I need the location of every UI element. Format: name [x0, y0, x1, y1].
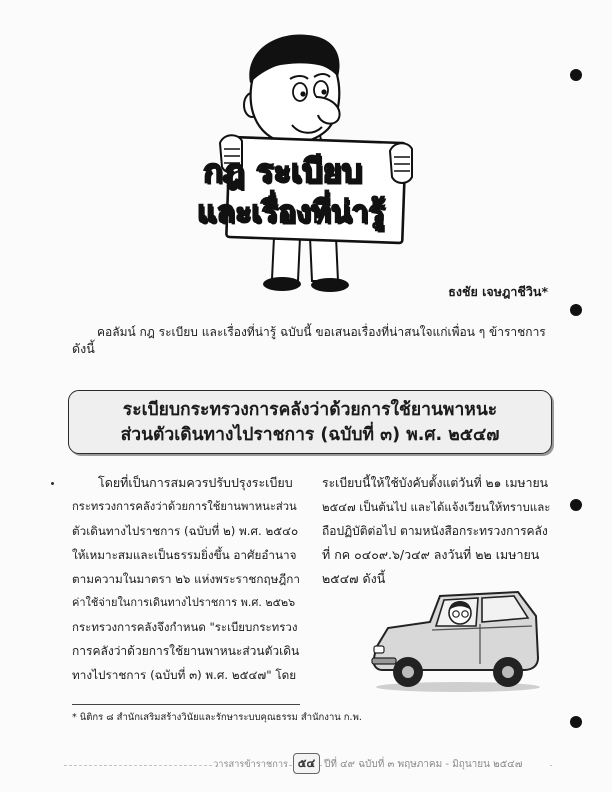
cartoon-left-shoe	[263, 277, 301, 291]
binding-hole	[570, 499, 582, 511]
cartoon-right-shoe	[311, 278, 349, 292]
scan-speck	[51, 482, 54, 485]
left-column	[72, 471, 300, 687]
left-column-line: กระทรวงการคลังว่าด้วยการใช้ยานพาหนะส่วน	[72, 500, 297, 513]
cartoon-right-pupil	[321, 89, 326, 94]
binding-hole	[570, 304, 582, 316]
car-driver-illustration	[368, 586, 544, 696]
cartoon-left-eye	[293, 83, 307, 101]
right-column-line: ระเบียบนี้ให้ใช้บังคับตั้งแต่วันที่ ๒๑ เมษายน	[322, 476, 549, 490]
left-column-line: กระทรวงการคลังจึงกำหนด "ระเบียบกระทรวง	[72, 620, 298, 634]
car-rear-hubcap	[502, 666, 514, 678]
cartoon-left-leg	[272, 237, 300, 281]
left-column-line: ทางไปราชการ (ฉบับที่ ๓) พ.ศ. ๒๕๔๗" โดย	[72, 668, 297, 682]
left-column-line: การคลังว่าด้วยการใช้ยานพาหนะส่วนตัวเดิน	[72, 644, 300, 658]
binding-hole	[570, 716, 582, 728]
intro-line: ดังนี้	[72, 341, 95, 356]
column-title-line1: กฎ ระเบียบ	[203, 152, 363, 190]
right-column	[322, 471, 552, 591]
footnote-divider	[72, 704, 300, 705]
car-front-hubcap	[402, 666, 414, 678]
article-heading-line1: ระเบียบกระทรวงการคลังว่าด้วยการใช้ยานพาหนะ	[122, 400, 498, 420]
author-name: ธงชัย เจษฎาชีวิน*	[448, 284, 548, 299]
right-column-line: ๒๕๔๗ ดังนี้	[322, 571, 386, 586]
article-heading-line2: ส่วนตัวเดินทางไปราชการ (ฉบับที่ ๓) พ.ศ. ๒๕๔๗	[120, 425, 500, 445]
footer-issue-info: ปีที่ ๔๙ ฉบับที่ ๓ พฤษภาคม - มิถุนายน ๒๕๔๗	[324, 757, 550, 773]
page-number: ๕๔	[293, 753, 320, 774]
left-column-line: โดยที่เป็นการสมควรปรับปรุงระเบียบ	[98, 475, 293, 490]
article-heading-box	[68, 390, 552, 454]
column-title-line2: และเรื่องที่น่ารู้	[197, 195, 385, 230]
right-column-line: ๒๕๔๗ เป็นต้นไป และได้แจ้งเวียนให้ทราบและ	[322, 500, 551, 514]
cartoon-right-hand	[390, 143, 412, 183]
footer-journal-name: วารสารข้าราชการ	[212, 757, 288, 773]
intro-line: คอลัมน์ กฎ ระเบียบ และเรื่องที่น่ารู้ ฉบับนี้ ขอเสนอเรื่องที่น่าสนใจแก่เพื่อน ๆ ข้าราชการ	[97, 325, 546, 339]
binding-hole	[570, 69, 582, 81]
cartoon-right-leg	[310, 237, 338, 281]
left-column-line: ค่าใช้จ่ายในการเดินทางไปราชการ พ.ศ. ๒๕๒๖	[72, 596, 296, 609]
right-column-line: ที่ กค ๐๔๐๙.๖/ว๔๙ ลงวันที่ ๒๒ เมษายน	[322, 547, 540, 562]
left-column-line: ตามความในมาตรา ๒๖ แห่งพระราชกฤษฎีกา	[72, 572, 300, 586]
left-column-line: ตัวเดินทางไปราชการ (ฉบับที่ ๒) พ.ศ. ๒๕๔๐	[72, 524, 299, 538]
right-column-line: ถือปฏิบัติต่อไป ตามหนังสือกระทรวงการคลัง	[322, 524, 548, 538]
author-footnote: * นิติกร ๘ สำนักเสริมสร้างวินัยและรักษาระบบคุณธรรม สำนักงาน ก.พ.	[72, 712, 362, 723]
cartoon-left-pupil	[300, 91, 305, 96]
car-bumper	[372, 658, 396, 664]
left-column-line: ให้เหมาะสมและเป็นธรรมยิ่งขึ้น อาศัยอำนาจ	[72, 548, 297, 562]
car-headlight	[374, 646, 384, 653]
